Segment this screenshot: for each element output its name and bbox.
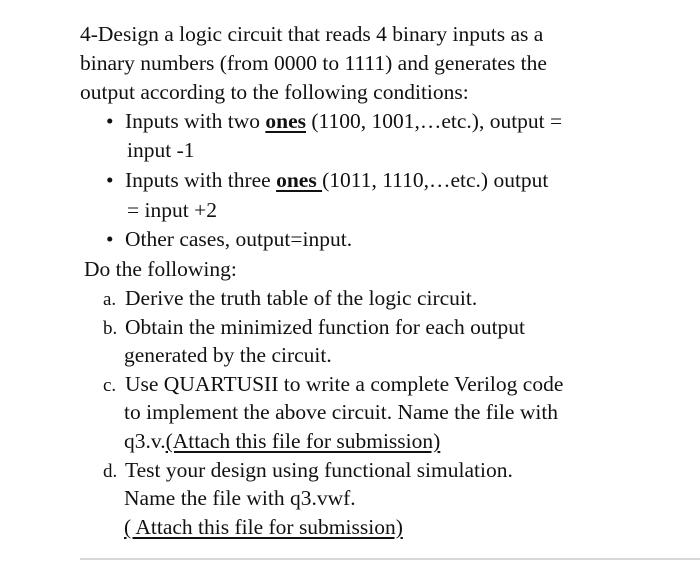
task-label: d. [103, 461, 118, 482]
question-heading-line-2: binary numbers (from 0000 to 1111) and generates the [80, 51, 547, 75]
bullet-icon: • [106, 168, 114, 192]
condition-emphasis: ones [265, 109, 306, 133]
divider [80, 558, 700, 560]
task-label: c. [103, 375, 117, 396]
task-continuation: Name the file with q3.vwf. [124, 486, 356, 510]
condition-text: Other cases, output=input. [125, 227, 353, 251]
task-continuation [124, 513, 403, 541]
condition-text: Inputs with three [125, 168, 277, 192]
condition-continuation: input -1 [127, 138, 195, 162]
condition-emphasis: ones [276, 168, 323, 192]
task-label: a. [103, 289, 117, 310]
do-following-heading: Do the following: [84, 257, 237, 281]
condition-text: (1011, 1110,…etc.) output [322, 168, 549, 192]
task-item [103, 284, 477, 314]
bullet-icon: • [106, 227, 114, 251]
task-continuation: generated by the circuit. [124, 343, 332, 367]
condition-item [106, 166, 548, 194]
attach-submission-link[interactable]: (Attach this file for submission) [165, 429, 441, 453]
attach-submission-link[interactable]: ( Attach this file for submission) [124, 515, 403, 539]
condition-item [106, 225, 352, 253]
task-text: Use QUARTUSII to write a complete Verilog code [125, 372, 564, 396]
task-text: Derive the truth table of the logic circuit. [125, 286, 478, 310]
task-item [103, 313, 525, 343]
task-item [103, 456, 513, 486]
task-text: q3.v. [124, 429, 166, 453]
task-text: Obtain the minimized function for each output [125, 315, 526, 339]
question-heading-line-3: output according to the following conditions: [80, 80, 469, 104]
task-text: Test your design using functional simulation. [125, 458, 513, 482]
task-continuation [124, 427, 440, 455]
bullet-icon: • [106, 109, 114, 133]
condition-item [106, 107, 562, 135]
task-label: b. [103, 318, 118, 339]
question-heading-line-1: 4-Design a logic circuit that reads 4 binary inputs as a [80, 22, 544, 46]
task-continuation: to implement the above circuit. Name the file with [124, 400, 559, 424]
condition-continuation: = input +2 [127, 198, 217, 222]
task-item [103, 370, 563, 400]
condition-text: Inputs with two [125, 109, 266, 133]
condition-text: (1100, 1001,…etc.), output = [305, 109, 563, 133]
